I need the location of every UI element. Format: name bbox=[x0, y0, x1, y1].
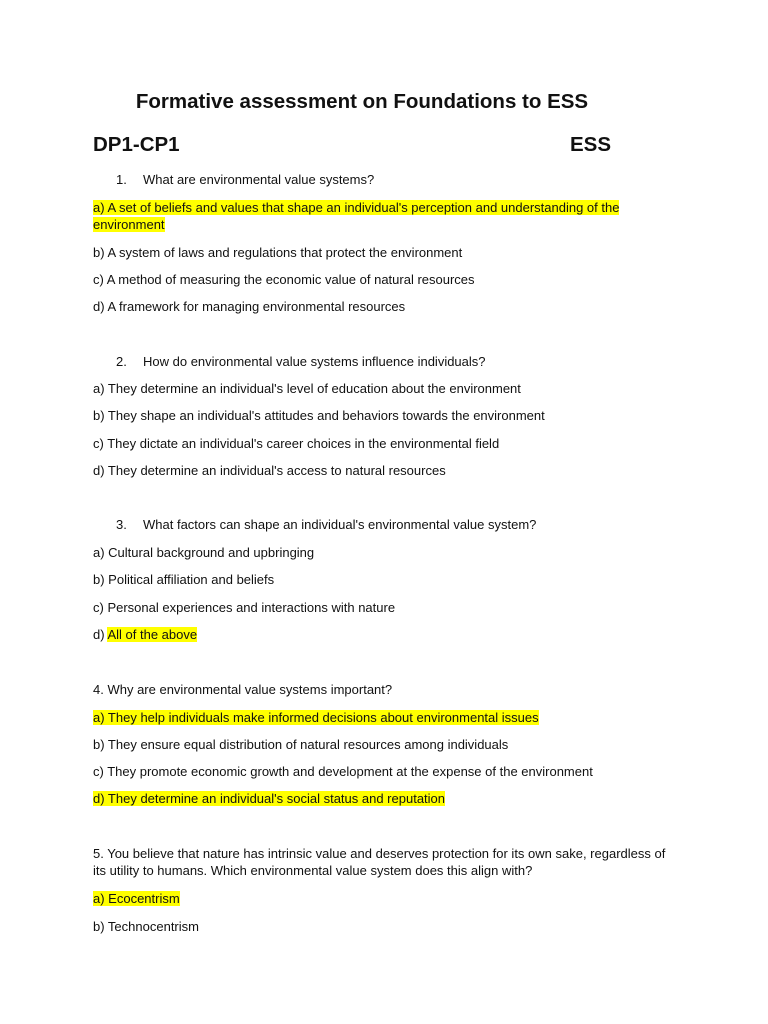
question-1-option-d: d) A framework for managing environmental resources bbox=[93, 299, 406, 314]
highlighted-answer: All of the above bbox=[107, 627, 198, 642]
question-1-number: 1. bbox=[116, 172, 127, 187]
highlighted-answer: a) Ecocentrism bbox=[93, 891, 180, 906]
question-2-option-a: a) They determine an individual's level of education about the environment bbox=[93, 381, 521, 396]
page-title: Formative assessment on Foundations to ESS bbox=[135, 90, 589, 113]
highlighted-answer: a) A set of beliefs and values that shape an individual's perception and understanding of the environment bbox=[93, 200, 620, 232]
question-1 bbox=[116, 171, 374, 188]
question-2-option-d: d) They determine an individual's access to natural resources bbox=[93, 463, 446, 478]
question-5-option-b: b) Technocentrism bbox=[93, 919, 199, 934]
question-4: 4. Why are environmental value systems important? bbox=[93, 682, 393, 697]
question-1-option-b: b) A system of laws and regulations that protect the environment bbox=[93, 245, 463, 260]
question-3-option-a: a) Cultural background and upbringing bbox=[93, 545, 315, 560]
option-prefix: d) bbox=[93, 627, 108, 642]
question-2-option-b: b) They shape an individual's attitudes and behaviors towards the environment bbox=[93, 408, 545, 423]
class-code: DP1-CP1 bbox=[93, 133, 180, 156]
question-4-option-d bbox=[93, 790, 445, 807]
subject-label: ESS bbox=[570, 133, 612, 156]
question-4-option-b: b) They ensure equal distribution of natural resources among individuals bbox=[93, 737, 509, 752]
question-5-option-a bbox=[93, 890, 180, 907]
question-4-option-a bbox=[93, 709, 539, 726]
question-3 bbox=[116, 516, 536, 533]
question-5: 5. You believe that nature has intrinsic value and deserves protection for its own sake, regardless of its utility to humans. Which environmental value system does this align with? bbox=[93, 846, 666, 878]
question-3-text: What factors can shape an individual's environmental value system? bbox=[143, 517, 537, 532]
question-3-option-d bbox=[93, 626, 197, 643]
question-2-option-c: c) They dictate an individual's career choices in the environmental field bbox=[93, 436, 500, 451]
question-4-option-c: c) They promote economic growth and development at the expense of the environment bbox=[93, 764, 593, 779]
question-3-option-b: b) Political affiliation and beliefs bbox=[93, 572, 275, 587]
question-1-option-a bbox=[93, 199, 673, 233]
question-3-option-c: c) Personal experiences and interactions with nature bbox=[93, 600, 396, 615]
highlighted-answer: a) They help individuals make informed decisions about environmental issues bbox=[93, 710, 539, 725]
highlighted-answer: d) They determine an individual's social status and reputation bbox=[93, 791, 446, 806]
question-2-number: 2. bbox=[116, 354, 127, 369]
question-2-text: How do environmental value systems influence individuals? bbox=[143, 354, 486, 369]
question-2 bbox=[116, 353, 486, 370]
question-1-option-c: c) A method of measuring the economic value of natural resources bbox=[93, 272, 475, 287]
question-3-number: 3. bbox=[116, 517, 127, 532]
question-1-text: What are environmental value systems? bbox=[143, 172, 375, 187]
